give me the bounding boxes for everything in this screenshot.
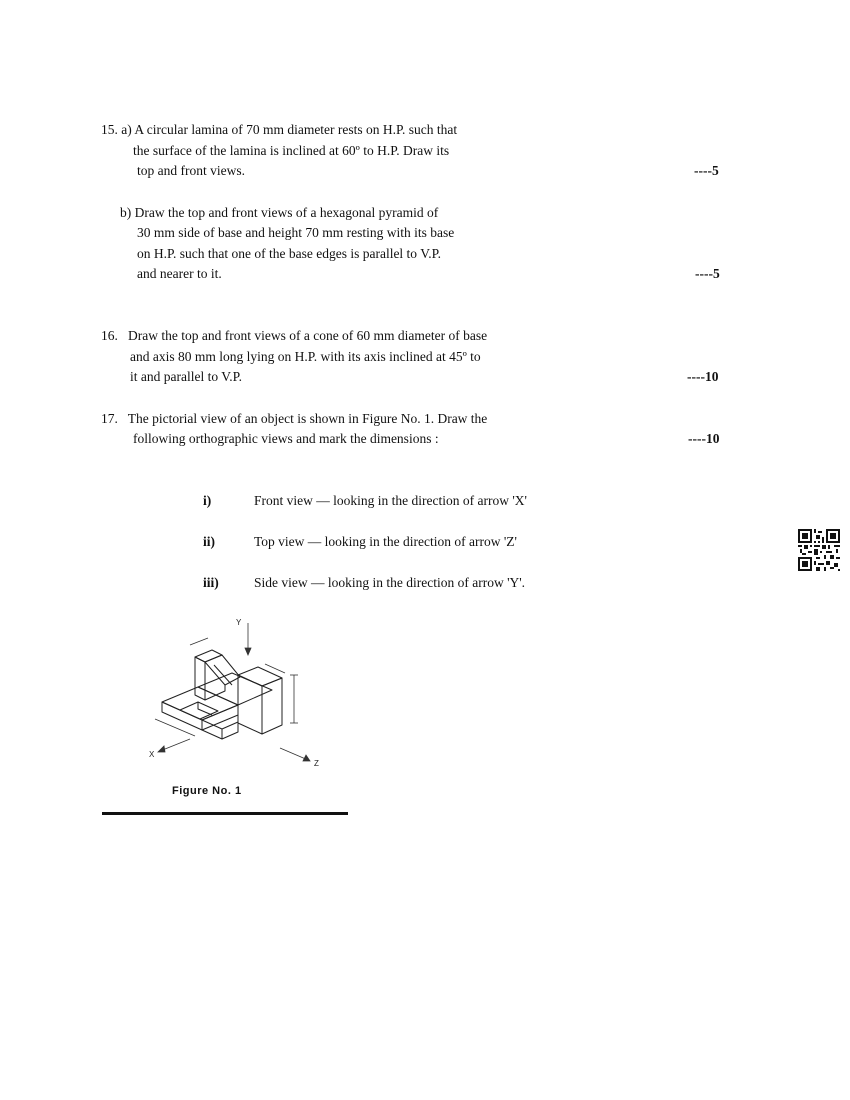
q16-line-1: 16. Draw the top and front views of a cone of 60 mm diameter of base bbox=[101, 328, 488, 343]
figure-caption: Figure No. 1 bbox=[172, 785, 242, 797]
q17-line-1: 17. The pictorial view of an object is shown in Figure No. 1. Draw the bbox=[101, 411, 488, 426]
q17-subpart-label-2: ii) bbox=[203, 534, 215, 549]
section-divider bbox=[102, 812, 348, 815]
arrow-label-y: Y bbox=[236, 618, 242, 627]
q15a-line-3: top and front views. bbox=[137, 163, 245, 178]
q17-subpart-text-1: Front view — looking in the direction of arrow 'X' bbox=[254, 493, 527, 508]
q15a-marks: ----5 bbox=[694, 163, 719, 178]
q17-line-2: following orthographic views and mark the dimensions : bbox=[133, 431, 439, 446]
q17-subpart-text-2: Top view — looking in the direction of arrow 'Z' bbox=[254, 534, 517, 549]
arrow-label-z: Z bbox=[314, 759, 319, 768]
qr-code-icon bbox=[798, 529, 840, 571]
q15b-marks: ----5 bbox=[695, 266, 720, 281]
q16-marks: ----10 bbox=[687, 369, 719, 384]
arrow-label-x: X bbox=[149, 750, 155, 759]
q17-subpart-label-3: iii) bbox=[203, 575, 219, 590]
pictorial-view-figure bbox=[140, 615, 340, 775]
q15a-line-2: the surface of the lamina is inclined at 60º to H.P. Draw its bbox=[133, 143, 450, 158]
q15b-line-1: b) Draw the top and front views of a hexagonal pyramid of bbox=[120, 205, 439, 220]
q16-line-3: it and parallel to V.P. bbox=[130, 369, 242, 384]
q17-subpart-text-3: Side view — looking in the direction of arrow 'Y'. bbox=[254, 575, 526, 590]
q15a-line-1: 15. a) A circular lamina of 70 mm diameter rests on H.P. such that bbox=[101, 122, 458, 137]
q15b-line-4: and nearer to it. bbox=[137, 266, 222, 281]
q17-subpart-label-1: i) bbox=[203, 493, 212, 508]
q16-line-2: and axis 80 mm long lying on H.P. with its axis inclined at 45º to bbox=[130, 349, 481, 364]
q15b-line-3: on H.P. such that one of the base edges is parallel to V.P. bbox=[137, 246, 441, 261]
q17-marks: ----10 bbox=[688, 431, 720, 446]
q15b-line-2: 30 mm side of base and height 70 mm resting with its base bbox=[137, 225, 455, 240]
